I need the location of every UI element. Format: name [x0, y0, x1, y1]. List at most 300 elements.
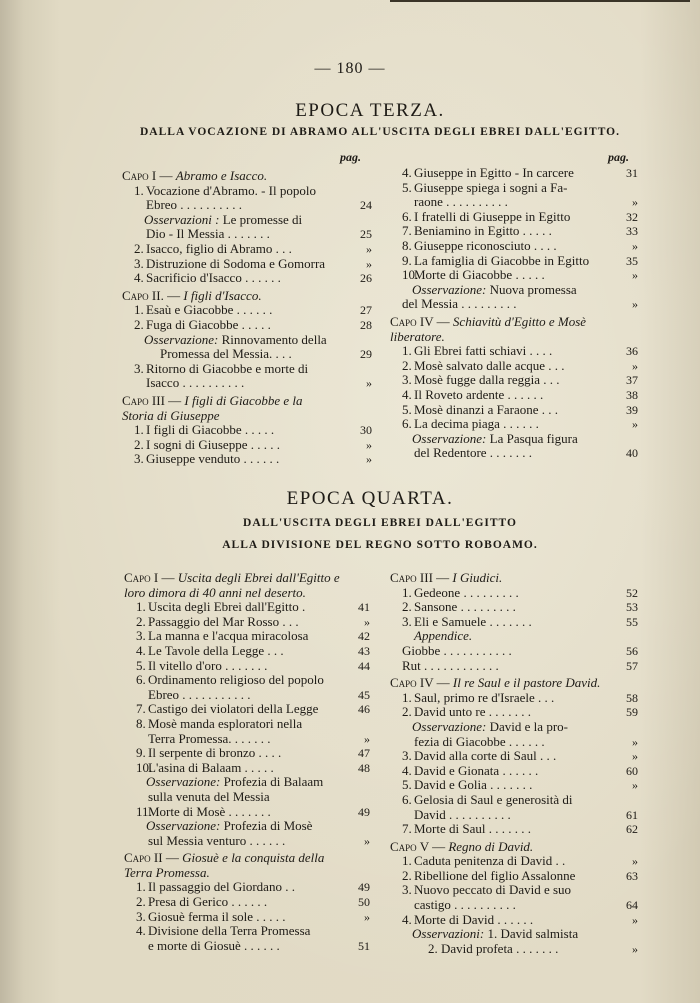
item-text: Beniamino in Egitto . . . . .	[414, 223, 552, 239]
item-text: Isacco, figlio di Abramo . . .	[146, 240, 292, 256]
entry-text	[122, 318, 372, 333]
item-number: 3.	[134, 360, 144, 376]
item-text: La decima piaga . . . . . .	[414, 416, 539, 432]
item-text: Gelosia di Saul e generosità di	[414, 791, 573, 807]
toc-entry	[124, 571, 370, 586]
page-ref: 26	[360, 271, 372, 286]
page-ref: »	[632, 268, 638, 283]
page-ref: 40	[626, 446, 638, 461]
entry-text	[124, 746, 370, 761]
toc-entry	[390, 840, 638, 855]
page-ref: 24	[360, 198, 372, 213]
pag-label-right: pag.	[608, 150, 629, 164]
entry-text	[124, 659, 370, 674]
entry-text	[390, 793, 638, 808]
entry-text	[124, 732, 370, 747]
page-ref: 61	[626, 807, 638, 822]
item-number: 1.	[134, 302, 144, 318]
item-text: Morte di Saul . . . . . . .	[414, 821, 531, 837]
entry-text	[390, 254, 638, 269]
item-text: Giosuè ferma il sole . . . . .	[148, 908, 286, 924]
item-number: 2.	[402, 867, 412, 883]
toc-entry	[390, 239, 638, 254]
page-ref: »	[366, 256, 372, 271]
chapter-title: Giosuè e la conquista della	[182, 850, 325, 866]
entry-text	[122, 169, 372, 184]
observation-text: La Pasqua figura	[489, 430, 578, 446]
chapter-label: Capo II —	[124, 850, 183, 866]
item-text: Il Roveto ardente . . . . . .	[414, 386, 544, 402]
chapter-title: I figli di Giacobbe e la	[184, 392, 303, 408]
toc-entry	[390, 735, 638, 750]
page-ref: 25	[360, 227, 372, 242]
page-ref: »	[364, 731, 370, 746]
page-ref: »	[632, 749, 638, 764]
item-number: 6.	[402, 416, 412, 432]
item-text: Ritorno di Giacobbe e morte di	[146, 360, 309, 376]
item-text-cont: raone . . . . . . . . . .	[414, 194, 508, 210]
item-number: 2.	[134, 240, 144, 256]
item-text: Fuga di Giacobbe . . . . .	[146, 316, 271, 332]
toc-entry	[390, 254, 638, 269]
item-text: Giuseppe in Egitto - In carcere	[414, 165, 574, 180]
toc-entry	[122, 333, 372, 348]
toc-entry	[390, 927, 638, 942]
item-number: 9.	[402, 252, 412, 268]
chapter-title: Uscita degli Ebrei dall'Egitto e	[177, 570, 340, 585]
observation-label: Osservazione:	[144, 331, 222, 347]
chapter-title: Abramo e Isacco.	[175, 168, 268, 183]
toc-entry	[122, 423, 372, 438]
toc-entry	[124, 746, 370, 761]
toc-entry	[390, 586, 638, 601]
entry-text	[390, 330, 638, 345]
entry-text	[124, 834, 370, 849]
entry-text	[390, 659, 638, 674]
item-text-cont: sul Messia venturo . . . . . .	[148, 832, 286, 848]
item-text: Ribellione del figlio Assalonne	[414, 867, 576, 883]
page-ref: 59	[626, 705, 638, 720]
toc-entry	[390, 854, 638, 869]
page-ref: 32	[626, 209, 638, 224]
entry-text	[124, 702, 370, 717]
entry-text	[122, 333, 372, 348]
entry-text	[390, 195, 638, 210]
page-ref: »	[632, 778, 638, 793]
page-ref: 51	[358, 938, 370, 953]
toc-entry	[390, 778, 638, 793]
entry-text	[124, 571, 370, 586]
page-ref: »	[632, 941, 638, 956]
item-number: 4.	[402, 762, 412, 778]
chapter-title-cont: liberatore.	[390, 328, 445, 344]
entry-text	[124, 910, 370, 925]
item-text: Divisione della Terra Promessa	[148, 923, 311, 939]
toc-entry	[122, 452, 372, 467]
entry-text	[390, 808, 638, 823]
entry-text	[390, 210, 638, 225]
item-text: I fratelli di Giuseppe in Egitto	[414, 208, 571, 224]
entry-text	[122, 184, 372, 199]
item-number: 3.	[136, 908, 146, 924]
entry-text	[122, 376, 372, 391]
entry-text	[124, 895, 370, 910]
toc-entry	[124, 761, 370, 776]
item-number: 10.	[402, 267, 419, 283]
item-number: 4.	[402, 386, 412, 402]
chapter-title: I Giudici.	[452, 570, 503, 585]
entry-text	[390, 297, 638, 312]
toc-entry	[390, 315, 638, 330]
item-number: 1.	[402, 584, 412, 600]
toc-entry	[122, 271, 372, 286]
entry-text	[390, 403, 638, 418]
item-number: 5.	[402, 401, 412, 417]
page-ref: 43	[358, 643, 370, 658]
item-number: 3.	[134, 255, 144, 271]
item-text: Ordinamento religioso del popolo	[148, 672, 324, 688]
observation-label: Osservazione:	[146, 818, 224, 834]
item-number: 4.	[402, 911, 412, 927]
entry-text	[390, 644, 638, 659]
item-text: Sacrificio d'Isacco . . . . . .	[146, 270, 281, 286]
page-ref: »	[364, 614, 370, 629]
epoch-3-left-column	[122, 166, 372, 467]
toc-entry	[390, 676, 638, 691]
entry-text	[390, 778, 638, 793]
toc-entry	[390, 330, 638, 345]
toc-entry	[390, 764, 638, 779]
toc-entry	[124, 939, 370, 954]
observation-label: Osservazione:	[412, 281, 490, 297]
toc-entry	[122, 289, 372, 304]
entry-text	[390, 691, 638, 706]
entry-text	[390, 676, 638, 691]
item-text-cont: Rut . . . . . . . . . . . .	[402, 657, 499, 673]
toc-entry	[390, 898, 638, 913]
chapter-title: Schiavitù d'Egitto e Mosè	[452, 313, 587, 329]
entry-text	[124, 880, 370, 895]
entry-text	[124, 644, 370, 659]
toc-entry	[124, 673, 370, 688]
entry-text	[122, 438, 372, 453]
toc-entry	[390, 388, 638, 403]
item-text: La famiglia di Giacobbe in Egitto	[414, 252, 590, 268]
toc-entry	[124, 775, 370, 790]
toc-entry	[390, 629, 638, 644]
entry-text	[390, 586, 638, 601]
toc-entry	[122, 347, 372, 362]
item-number: 3.	[136, 628, 146, 644]
entry-text	[390, 942, 638, 957]
item-number: 1.	[134, 422, 144, 438]
item-text: Vocazione d'Abramo. - Il popolo	[146, 182, 316, 198]
toc-entry	[390, 659, 638, 674]
toc-entry	[390, 869, 638, 884]
entry-text	[124, 600, 370, 615]
item-number: 5.	[402, 777, 412, 793]
top-rule	[390, 0, 690, 2]
item-text: Morte di Mosè . . . . . . .	[148, 803, 271, 819]
item-text: David unto re . . . . . . .	[414, 704, 531, 720]
item-text: Le Tavole della Legge . . .	[148, 642, 284, 658]
observation-text: Rinnovamento della	[221, 331, 327, 347]
observation-label: Osservazione:	[412, 430, 490, 446]
item-number: 2.	[402, 599, 412, 615]
toc-entry	[390, 432, 638, 447]
entry-text	[124, 629, 370, 644]
toc-entry	[122, 376, 372, 391]
item-number: 7.	[402, 223, 412, 239]
entry-text	[390, 268, 638, 283]
page-ref: »	[632, 358, 638, 373]
page-ref: 36	[626, 344, 638, 359]
item-number: 2.	[134, 316, 144, 332]
toc-entry	[122, 184, 372, 199]
toc-entry	[390, 283, 638, 298]
item-text: Gli Ebrei fatti schiavi . . . .	[414, 343, 553, 359]
chapter-label: Capo IV —	[390, 313, 453, 329]
entry-text	[390, 869, 638, 884]
entry-text	[124, 717, 370, 732]
epoch-4-subtitle-1: DALL'USCITA DEGLI EBREI DALL'EGITTO	[243, 517, 517, 529]
page-ref: »	[632, 297, 638, 312]
entry-text	[390, 446, 638, 461]
item-text: Passaggio del Mar Rosso . . .	[148, 613, 299, 629]
page-ref: »	[632, 734, 638, 749]
page-ref: 52	[626, 585, 638, 600]
page-ref: 31	[626, 166, 638, 180]
entry-text	[390, 417, 638, 432]
toc-entry	[390, 942, 638, 957]
item-number: 1.	[402, 343, 412, 359]
toc-entry	[124, 819, 370, 834]
entry-text	[124, 688, 370, 703]
observation-text: David e la pro-	[489, 718, 568, 734]
item-text: Morte di Giacobbe . . . . .	[414, 267, 545, 283]
toc-entry	[390, 166, 638, 181]
toc-entry	[122, 318, 372, 333]
toc-entry	[390, 373, 638, 388]
item-text-cont: Promessa del Messia. . . .	[160, 346, 292, 362]
entry-text	[390, 283, 638, 298]
entry-text	[390, 749, 638, 764]
page-ref: »	[632, 417, 638, 432]
chapter-label: Capo I —	[122, 168, 176, 183]
epoch-3-title: EPOCA TERZA.	[295, 100, 445, 121]
chapter-title-cont: Storia di Giuseppe	[122, 407, 220, 423]
item-number: 10.	[136, 759, 153, 775]
page-ref: 42	[358, 629, 370, 644]
entry-text	[390, 615, 638, 630]
toc-entry	[124, 644, 370, 659]
toc-entry	[122, 362, 372, 377]
toc-entry	[122, 394, 372, 409]
entry-text	[390, 373, 638, 388]
chapter-title: Il re Saul e il pastore David.	[452, 675, 601, 691]
toc-entry	[124, 586, 370, 601]
pag-label-left: pag.	[340, 150, 361, 164]
entry-text	[390, 388, 638, 403]
chapter-label: Capo V —	[390, 838, 449, 854]
page-ref: 48	[358, 760, 370, 775]
epoch-4-left-column	[124, 568, 370, 953]
page-ref: 27	[360, 303, 372, 318]
item-number: 6.	[136, 672, 146, 688]
entry-text	[124, 805, 370, 820]
toc-entry	[390, 615, 638, 630]
item-number: 3.	[402, 882, 412, 898]
appendix-label: Appendice.	[414, 628, 473, 644]
item-number: 6.	[402, 208, 412, 224]
page-ref: »	[632, 238, 638, 253]
page-ref: 30	[360, 423, 372, 438]
observation-text: Nuova promessa	[489, 281, 577, 297]
epoch-4-right-column	[390, 568, 638, 956]
observation-label: Osservazione:	[146, 774, 224, 790]
item-text-cont: Isacco . . . . . . . . . .	[146, 375, 245, 391]
item-number: 3.	[402, 748, 412, 764]
toc-entry	[390, 195, 638, 210]
item-number: 8.	[402, 237, 412, 253]
epoch-4-title: EPOCA QUARTA.	[286, 488, 454, 509]
toc-entry	[124, 702, 370, 717]
item-number: 6.	[402, 791, 412, 807]
item-number: 1.	[402, 689, 412, 705]
entry-text	[390, 359, 638, 374]
entry-text	[390, 883, 638, 898]
toc-entry	[390, 883, 638, 898]
toc-entry	[124, 834, 370, 849]
entry-text	[390, 913, 638, 928]
item-number: 1.	[134, 182, 144, 198]
item-number: 2.	[134, 436, 144, 452]
page-ref: 38	[626, 387, 638, 402]
page-ref: »	[632, 912, 638, 927]
entry-text	[122, 394, 372, 409]
entry-text	[390, 629, 638, 644]
toc-entry	[124, 880, 370, 895]
entry-text	[390, 166, 638, 181]
toc-entry	[390, 705, 638, 720]
toc-entry	[390, 793, 638, 808]
page-ref: 41	[358, 600, 370, 615]
page-number: — 180 —	[314, 60, 386, 77]
entry-text	[390, 432, 638, 447]
item-text: Mosè salvato dalle acque . . .	[414, 357, 565, 373]
chapter-label: Capo III —	[122, 392, 185, 408]
page-ref: 62	[626, 822, 638, 837]
toc-entry	[390, 913, 638, 928]
chapter-title: I figli d'Isacco.	[183, 287, 262, 303]
entry-text	[390, 927, 638, 942]
toc-entry	[124, 895, 370, 910]
entry-text	[122, 289, 372, 304]
item-text: David e Gionata . . . . . .	[414, 762, 539, 778]
page-ref: »	[366, 376, 372, 391]
item-number: 1.	[402, 853, 412, 869]
item-number: 1.	[136, 599, 146, 615]
item-text-cont: castigo . . . . . . . . . .	[414, 897, 516, 913]
entry-text	[122, 409, 372, 424]
item-number: 8.	[136, 715, 146, 731]
toc-entry	[122, 438, 372, 453]
entry-text	[390, 735, 638, 750]
page-ref: »	[364, 909, 370, 924]
page-ref: »	[632, 854, 638, 869]
toc-entry	[390, 224, 638, 239]
item-text: Mosè manda esploratori nella	[148, 715, 303, 731]
item-text-cont: e morte di Giosuè . . . . . .	[148, 937, 280, 953]
item-text: Distruzione di Sodoma e Gomorra	[146, 255, 326, 271]
item-number: 9.	[136, 745, 146, 761]
page-ref: 37	[626, 373, 638, 388]
page-ref: 58	[626, 690, 638, 705]
observation-label: Osservazioni :	[144, 211, 223, 227]
item-text: Sansone . . . . . . . . .	[414, 599, 516, 615]
page-ref: 29	[360, 347, 372, 362]
item-number: 4.	[136, 642, 146, 658]
item-number: 5.	[402, 179, 412, 195]
toc-entry	[390, 268, 638, 283]
item-text: David e Golia . . . . . . .	[414, 777, 533, 793]
item-number: 2.	[402, 704, 412, 720]
toc-entry	[122, 409, 372, 424]
item-text: Giuseppe riconosciuto . . . .	[414, 237, 557, 253]
epoch-3-subtitle: DALLA VOCAZIONE DI ABRAMO ALL'USCITA DEGLI EBREI DALL'EGITTO.	[140, 126, 620, 138]
page-ref: 57	[626, 658, 638, 673]
item-text: Mosè dinanzi a Faraone . . .	[414, 401, 559, 417]
entry-text	[122, 423, 372, 438]
toc-entry	[122, 242, 372, 257]
item-text: Il serpente di bronzo . . . .	[148, 745, 282, 761]
item-text: Castigo dei violatori della Legge	[148, 701, 319, 717]
page-ref: 49	[358, 804, 370, 819]
item-number: 4.	[402, 165, 412, 180]
entry-text	[122, 303, 372, 318]
toc-entry	[390, 720, 638, 735]
entry-text	[124, 851, 370, 866]
chapter-title: Regno di David.	[448, 838, 534, 854]
entry-text	[122, 362, 372, 377]
page-ref: 39	[626, 402, 638, 417]
item-text: I sogni di Giuseppe . . . . .	[146, 436, 280, 452]
chapter-label: Capo IV —	[390, 675, 453, 691]
toc-entry	[124, 790, 370, 805]
item-text: I figli di Giacobbe . . . . .	[146, 422, 275, 438]
entry-text	[122, 452, 372, 467]
page-ref: »	[632, 195, 638, 210]
entry-text	[122, 257, 372, 272]
item-number: 2.	[402, 357, 412, 373]
toc-entry	[390, 181, 638, 196]
observation-text: 1. David salmista	[487, 926, 579, 942]
item-text: David alla corte di Saul . . .	[414, 748, 557, 764]
item-text: Esaù e Giacobbe . . . . . .	[146, 302, 273, 318]
observation-text: Le promesse di	[222, 211, 303, 227]
toc-entry	[124, 732, 370, 747]
item-text: Morte di David . . . . . .	[414, 911, 534, 927]
page-ref: »	[366, 241, 372, 256]
toc-entry	[124, 851, 370, 866]
item-text: Uscita degli Ebrei dall'Egitto .	[148, 599, 306, 615]
chapter-title-cont: Terra Promessa.	[124, 864, 210, 880]
item-text-cont: Ebreo . . . . . . . . . . .	[148, 686, 251, 702]
toc-entry	[122, 227, 372, 242]
item-number: 1.	[136, 879, 146, 895]
item-text: Giuseppe venduto . . . . . .	[146, 451, 280, 467]
entry-text	[390, 239, 638, 254]
